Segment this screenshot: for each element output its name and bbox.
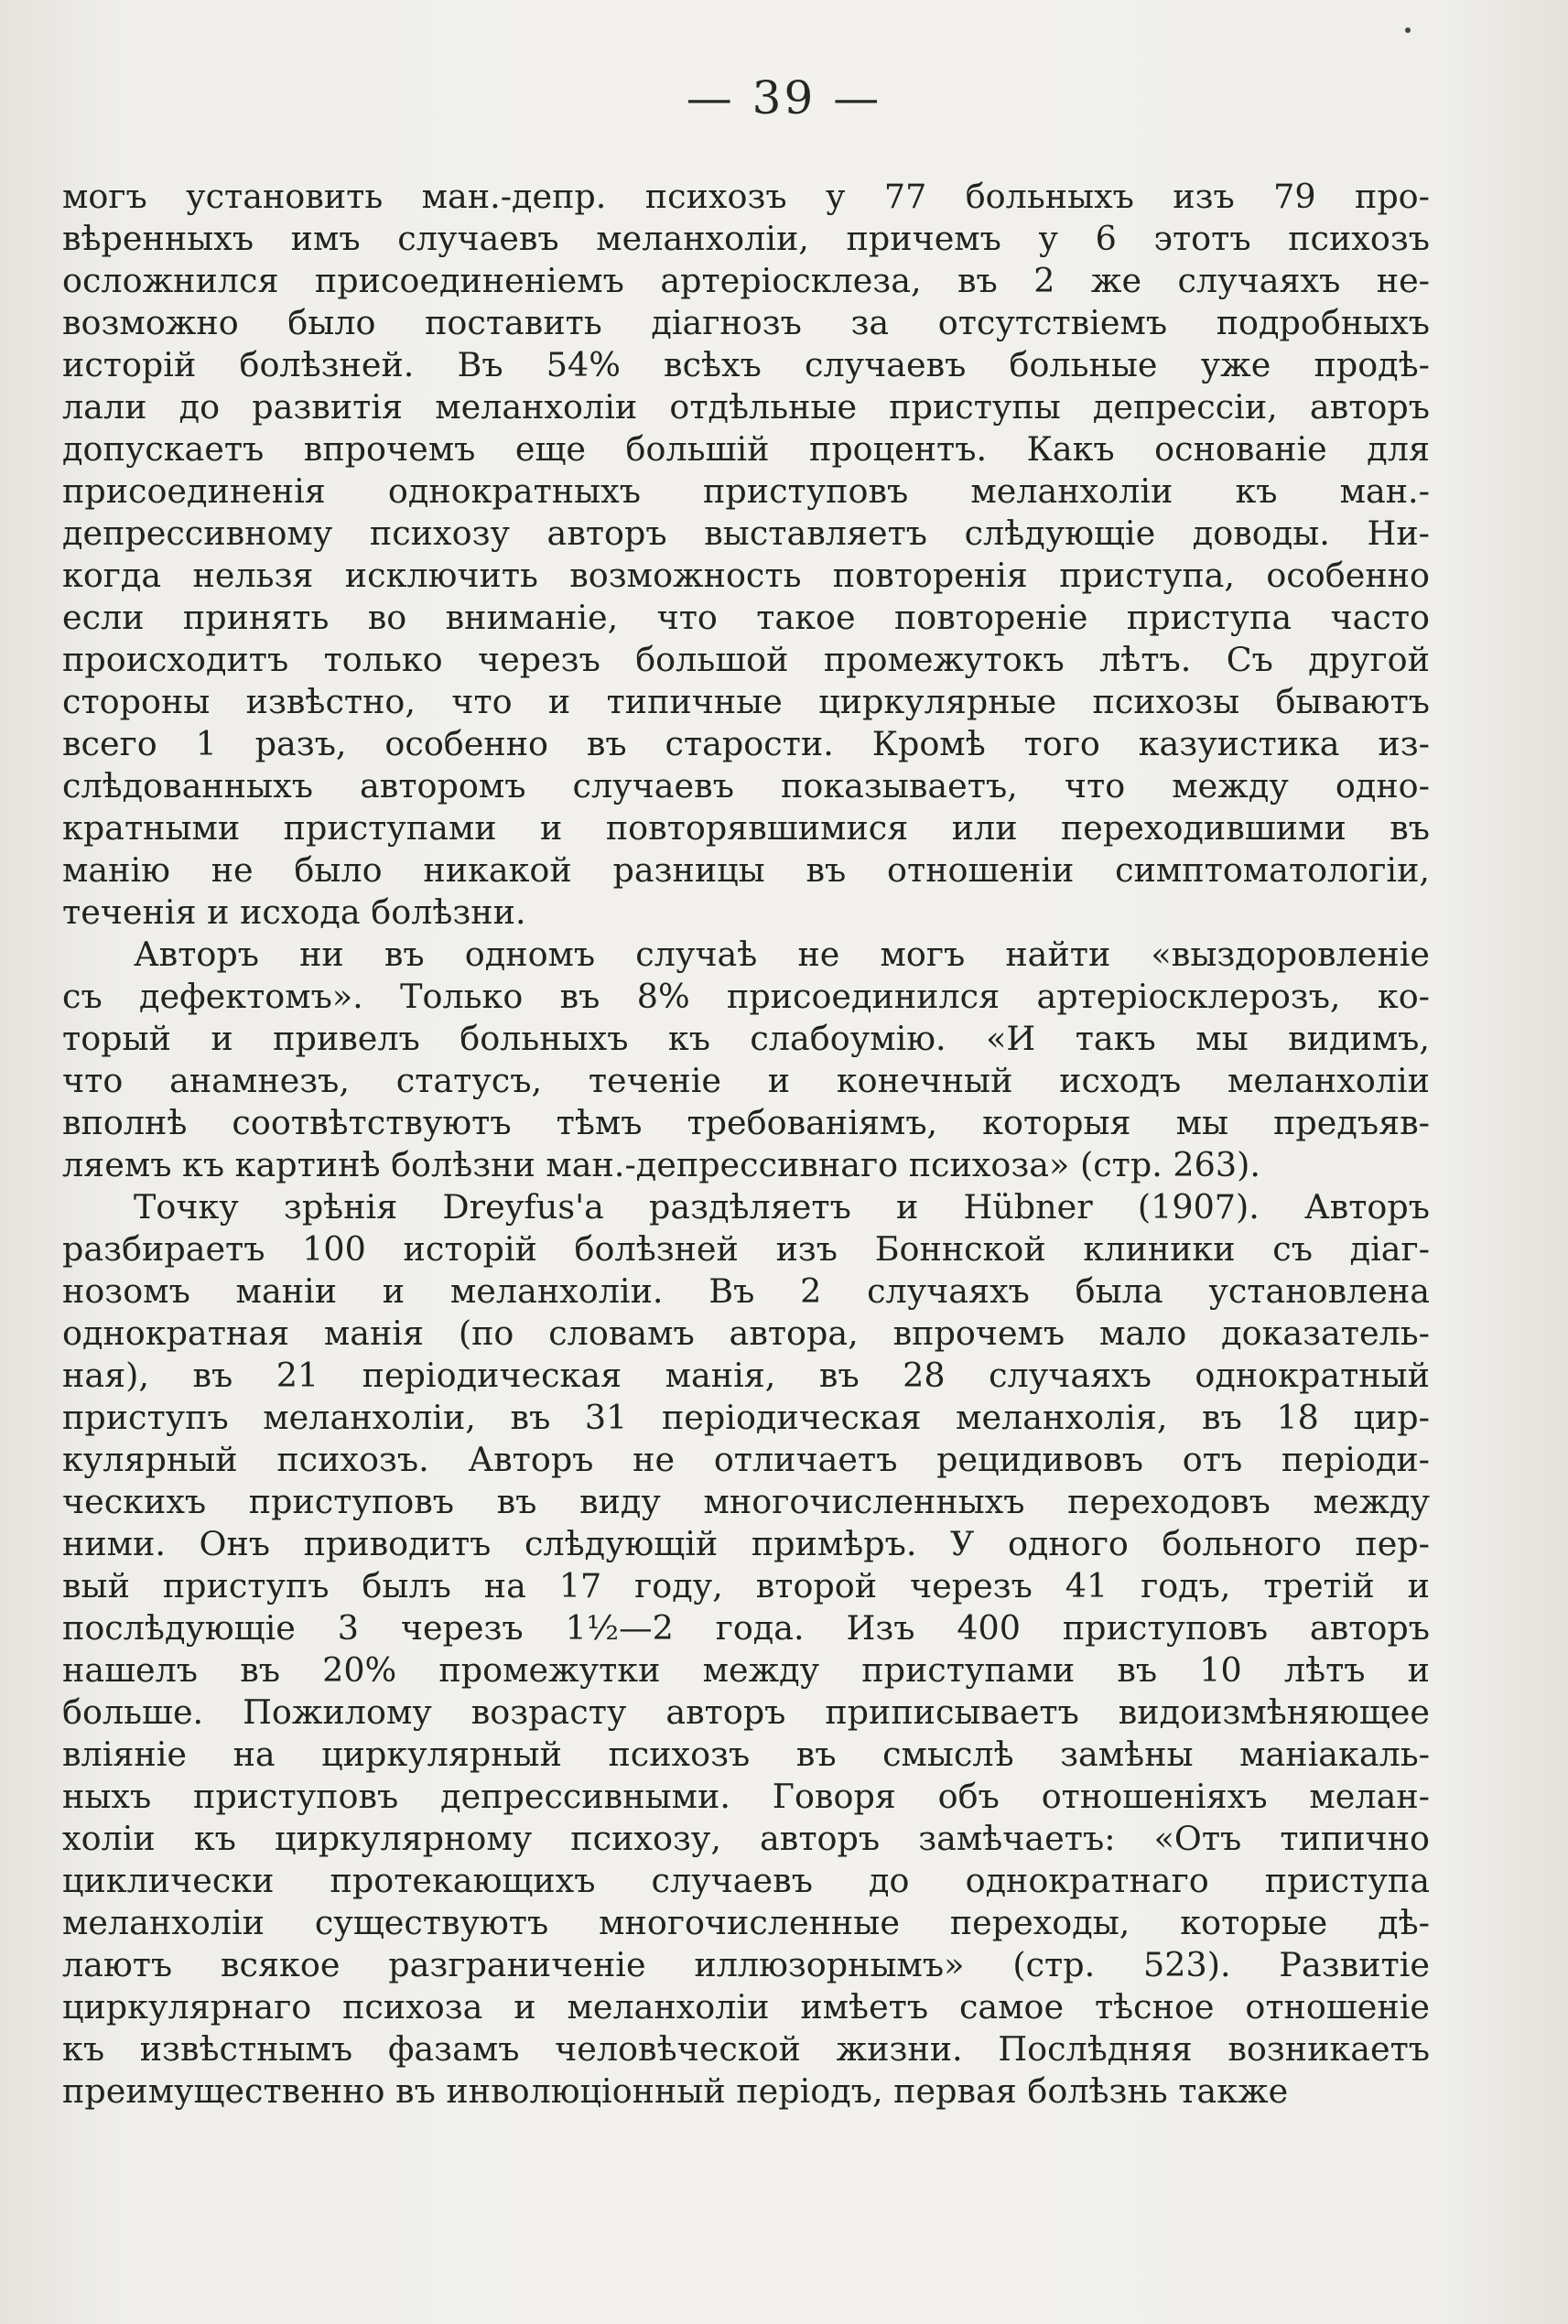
text-line: ныхъ приступовъ депрессивными. Говоря объ отношеніяхъ мелан- <box>62 1777 1430 1816</box>
body-text <box>62 176 1430 2113</box>
text-line: осложнился присоединеніемъ артеріосклеза, въ 2 же случаяхъ не- <box>62 261 1430 300</box>
text-line: кратными приступами и повторявшимися или переходившими въ <box>62 808 1430 848</box>
text-line: больше. Пожилому возрасту авторъ приписываетъ видоизмѣняющее <box>62 1692 1430 1732</box>
text-line: исторій болѣзней. Въ 54% всѣхъ случаевъ больные уже продѣ- <box>62 345 1430 384</box>
text-line: къ извѣстнымъ фазамъ человѣческой жизни. Послѣдняя возникаетъ <box>62 2029 1430 2069</box>
text-line: вѣренныхъ имъ случаевъ меланхоліи, причемъ у 6 этотъ психозъ <box>62 219 1430 258</box>
text-line: однократная манія (по словамъ автора, впрочемъ мало доказатель- <box>62 1313 1430 1353</box>
text-line: ними. Онъ приводитъ слѣдующій примѣръ. У одного больного пер- <box>62 1524 1430 1563</box>
text-line: могъ установить ман.-депр. психозъ у 77 больныхъ изъ 79 про- <box>62 177 1430 216</box>
paragraph <box>62 1186 1430 2113</box>
text-line: лаютъ всякое разграниченіе иллюзорнымъ» (стр. 523). Развитіе <box>62 1945 1430 1984</box>
page-number: — 39 — <box>686 71 882 124</box>
text-line: лали до развитія меланхоліи отдѣльные приступы депрессіи, авторъ <box>62 387 1430 427</box>
paragraph <box>62 176 1430 934</box>
text-line: торый и привелъ больныхъ къ слабоумію. «И такъ мы видимъ, <box>62 1019 1430 1058</box>
text-line: возможно было поставить діагнозъ за отсутствіемъ подробныхъ <box>62 303 1430 342</box>
text-line: вполнѣ соотвѣтствуютъ тѣмъ требованіямъ, которыя мы предъяв- <box>62 1103 1430 1142</box>
text-line: если принять во вниманіе, что такое повтореніе приступа часто <box>62 598 1430 637</box>
text-line: разбираетъ 100 исторій болѣзней изъ Боннской клиники съ діаг- <box>62 1229 1430 1269</box>
text-line: слѣдованныхъ авторомъ случаевъ показываетъ, что между одно- <box>62 766 1430 805</box>
text-line: преимущественно въ инволюціонный періодъ, первая болѣзнь также <box>62 2071 1289 2111</box>
text-line: вліяніе на циркулярный психозъ въ смыслѣ замѣны маніакаль- <box>62 1735 1430 1774</box>
text-line: когда нельзя исключить возможность повторенія приступа, особенно <box>62 556 1430 595</box>
paragraph <box>62 934 1430 1186</box>
text-line: кулярный психозъ. Авторъ не отличаетъ рецидивовъ отъ періоди- <box>62 1440 1430 1479</box>
text-line: нозомъ маніи и меланхоліи. Въ 2 случаяхъ была установлена <box>62 1271 1430 1311</box>
text-line: циркулярнаго психоза и меланхоліи имѣетъ самое тѣсное отношеніе <box>62 1987 1430 2027</box>
text-line: присоединенія однократныхъ приступовъ меланхоліи къ ман.- <box>62 471 1430 511</box>
text-line: меланхоліи существуютъ многочисленные переходы, которые дѣ- <box>62 1903 1430 1942</box>
text-line: теченія и исхода болѣзни. <box>62 892 526 932</box>
text-line: ческихъ приступовъ въ виду многочисленныхъ переходовъ между <box>62 1482 1430 1521</box>
text-line: происходитъ только черезъ большой промежутокъ лѣтъ. Съ другой <box>62 640 1430 679</box>
text-line: депрессивному психозу авторъ выставляетъ слѣдующіе доводы. Ни- <box>62 513 1430 553</box>
text-line: манію не было никакой разницы въ отношеніи симптоматологіи, <box>62 850 1430 890</box>
ink-speck <box>1405 27 1411 33</box>
text-line: вый приступъ былъ на 17 году, второй черезъ 41 годъ, третій и <box>62 1566 1430 1605</box>
text-line: нашелъ въ 20% промежутки между приступами въ 10 лѣтъ и <box>62 1650 1430 1690</box>
text-line: циклически протекающихъ случаевъ до однократнаго приступа <box>62 1861 1430 1900</box>
text-line: съ дефектомъ». Только въ 8% присоединился артеріосклерозъ, ко- <box>62 977 1430 1016</box>
text-line: всего 1 разъ, особенно въ старости. Кромѣ того казуистика из- <box>62 724 1430 763</box>
text-line: Точку зрѣнія Dreyfus'а раздѣляетъ и Hübner (1907). Авторъ <box>134 1187 1430 1227</box>
text-line: приступъ меланхоліи, въ 31 періодическая меланхолія, въ 18 цир- <box>62 1398 1430 1437</box>
text-line: Авторъ ни въ одномъ случаѣ не могъ найти «выздоровленіе <box>134 935 1430 974</box>
text-line: ляемъ къ картинѣ болѣзни ман.-депрессивнаго психоза» (стр. 263). <box>62 1145 1260 1184</box>
text-line: холіи къ циркулярному психозу, авторъ замѣчаетъ: «Отъ типично <box>62 1819 1430 1858</box>
text-line: что анамнезъ, статусъ, теченіе и конечный исходъ меланхоліи <box>62 1061 1430 1100</box>
text-line: ная), въ 21 періодическая манія, въ 28 случаяхъ однократный <box>62 1356 1430 1395</box>
text-line: стороны извѣстно, что и типичные циркулярные психозы бываютъ <box>62 682 1430 721</box>
text-line: допускаетъ впрочемъ еще большій процентъ. Какъ основаніе для <box>62 429 1430 469</box>
text-line: послѣдующіе 3 черезъ 1½—2 года. Изъ 400 приступовъ авторъ <box>62 1608 1430 1648</box>
